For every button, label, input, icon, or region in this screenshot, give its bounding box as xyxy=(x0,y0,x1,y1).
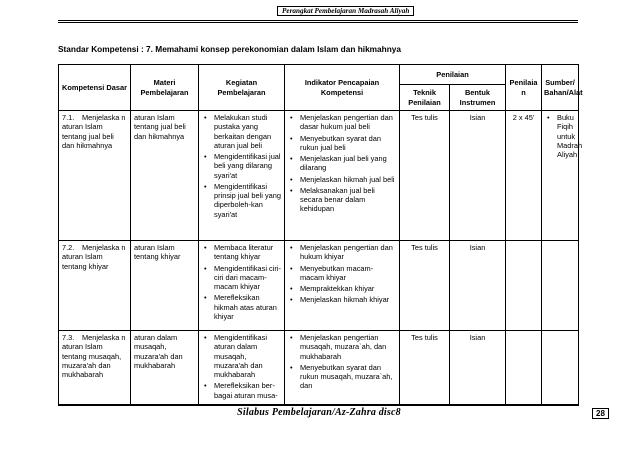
kegiatan-item: • Mengidentifikasi jual beli yang dilarang syari'at xyxy=(202,152,281,180)
kegiatan-item: • Mengidentifikasi prinsip jual beli yang diperboleh-kan syari'at xyxy=(202,182,281,219)
teknik-cell: Tes tulis xyxy=(400,241,450,331)
standard-competency: Standar Kompetensi : 7. Memahami konsep perekonomian dalam Islam dan hikmahnya xyxy=(58,44,402,54)
kegiatan-cell xyxy=(199,331,285,406)
indikator-item: • Menyebutkan syarat dan rukun musaqah, muzara`ah, dan xyxy=(288,363,396,391)
materi-cell: aturan Islam tentang khiyar xyxy=(131,241,199,331)
indikator-item: • Melaksanakan jual beli secara benar dalam kehidupan xyxy=(288,186,396,214)
header-bentuk: Bentuk Instrumen xyxy=(450,85,506,111)
kd-text: Menjelaska n aturan Islam tentang khiyar xyxy=(62,243,126,271)
kegiatan-item: • Melakukan studi pustaka yang berkaitan dengan aturan jual beli xyxy=(202,113,281,150)
kegiatan-item: • Mengidentifikasi aturan dalam musaqah, muzara'ah dan mukhabarah xyxy=(202,333,281,379)
indikator-item: • Menjelaskan pengertian dan dasar hukum jual beli xyxy=(288,113,396,132)
kegiatan-cell xyxy=(199,241,285,331)
indikator-cell xyxy=(285,241,400,331)
teknik-cell: Tes tulis xyxy=(400,111,450,241)
indikator-item: • Menjelaskan hikmah jual beli xyxy=(288,175,396,184)
sumber-cell xyxy=(542,331,579,406)
footer-rule xyxy=(58,404,578,405)
header-penilaian: Penilaian xyxy=(400,65,506,85)
kegiatan-item: • Merefleksikan ber-bagai aturan musa- xyxy=(202,381,281,400)
kd-number: 7.1. xyxy=(62,113,75,122)
bentuk-cell: Isian xyxy=(450,331,506,406)
kd-cell xyxy=(59,241,131,331)
alokasi-cell: 2 x 45' xyxy=(506,111,542,241)
header-rule xyxy=(58,20,578,21)
materi-cell: aturan dalam musaqah, muzara'ah dan mukhabarah xyxy=(131,331,199,406)
table-row xyxy=(59,111,579,241)
indikator-item: • Mempraktekkan khiyar xyxy=(288,284,396,293)
header-kompetensi-dasar: Kompetensi Dasar xyxy=(59,65,131,111)
kegiatan-item: • Merefleksikan hikmah atas aturan khiyar xyxy=(202,293,281,321)
alokasi-cell xyxy=(506,241,542,331)
sumber-cell xyxy=(542,111,583,241)
materi-cell: aturan Islam tentang jual beli dan hikmahnya xyxy=(131,111,199,241)
footer-title: Silabus Pembelajaran/Az-Zahra disc8 xyxy=(237,407,401,418)
kegiatan-item: • Membaca literatur tentang khiyar xyxy=(202,243,281,262)
indikator-item: • Menjelaskan pengertian dan hukum khiyar xyxy=(288,243,396,262)
indikator-item: • Menyebutkan syarat dan rukun jual beli xyxy=(288,134,396,153)
sumber-item: • Buku Fiqih untuk Madrah Aliyah xyxy=(545,113,575,159)
header-indikator: Indikator Pencapaian Kompetensi xyxy=(285,65,400,111)
header-teknik: Teknik Penilaian xyxy=(400,85,450,111)
kd-number: 7.2. xyxy=(62,243,75,252)
indikator-item: • Menjelaskan pengertian musaqah, muzara`ah, dan mukhabarah xyxy=(288,333,396,361)
indikator-item: • Menyebutkan macam-macam khiyar xyxy=(288,264,396,283)
indikator-item: • Menjelaskan jual beli yang dilarang xyxy=(288,154,396,173)
sumber-cell xyxy=(542,241,579,331)
header-sumber: Sumber/ Bahan/Alat xyxy=(542,65,579,111)
alokasi-cell xyxy=(506,331,542,406)
header-alokasi: Penilaia n xyxy=(506,65,542,111)
document-header-title: Perangkat Pembelajaran Madrasah Aliyah xyxy=(277,6,414,16)
bentuk-cell: Isian xyxy=(450,241,506,331)
bentuk-cell: Isian xyxy=(450,111,506,241)
indikator-item: • Menjelaskan hikmah khiyar xyxy=(288,295,396,304)
kd-cell xyxy=(59,111,131,241)
indikator-cell xyxy=(285,111,400,241)
page-number: 28 xyxy=(592,408,609,419)
table-row xyxy=(59,241,579,331)
kd-cell xyxy=(59,331,131,406)
syllabus-table xyxy=(58,64,583,406)
table-row xyxy=(59,331,579,406)
header-kegiatan: Kegiatan Pembelajaran xyxy=(199,65,285,111)
kegiatan-item: • Mengidentifikasi ciri-ciri dari macam-macam khiyar xyxy=(202,264,281,292)
kegiatan-cell xyxy=(199,111,285,241)
kd-text: Menjelaska n aturan Islam tentang musaqah, muzara'ah dan mukhabarah xyxy=(62,333,126,379)
kd-number: 7.3. xyxy=(62,333,75,342)
indikator-cell xyxy=(285,331,400,406)
header-rule-thin xyxy=(58,22,578,23)
header-materi: Materi Pembelajaran xyxy=(131,65,199,111)
teknik-cell: Tes tulis xyxy=(400,331,450,406)
kd-text: Menjelaska n aturan Islam tentang jual beli dan hikmahnya xyxy=(62,113,126,150)
